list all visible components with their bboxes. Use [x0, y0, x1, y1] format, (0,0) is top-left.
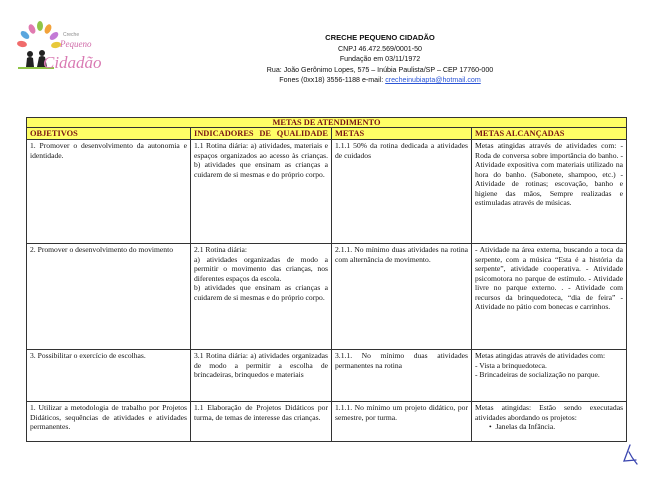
- logo-text-pequeno: Pequeno: [60, 39, 92, 49]
- org-cnpj: CNPJ 46.472.569/0001-50: [337, 44, 422, 53]
- cell-objetivo: 2. Promover o desenvolvimento do movimento: [27, 244, 191, 350]
- institution-header: [150, 33, 610, 86]
- cell-alcancada: Metas atingidas através de atividades com: - Roda de conversa sobre importância do banho. - Atividade expositiva com materiais utilizado na hora do banho. (Sabonete, shampoo, etc.) - Atividade de rotinas; escovação, banho e higiene das mãos, Sempre realizadas e estimuladas através de músicas.: [472, 140, 627, 244]
- bullet-text: Janelas da Infância.: [495, 422, 556, 432]
- col-objetivos: OBJETIVOS: [27, 128, 191, 140]
- cell-indicador: 1.1 Elaboração de Projetos Didáticos por turma, de temas de interesse das crianças.: [191, 402, 332, 442]
- logo-text-creche: Creche: [63, 32, 80, 38]
- org-address: Rua: João Gerônimo Lopes, 575 – Inúbia Paulista/SP – CEP 17760-000: [266, 65, 494, 74]
- metas-table: [26, 117, 627, 442]
- col-metas-alcancadas: METAS ALCANÇADAS: [472, 128, 627, 140]
- table-title: METAS DE ATENDIMENTO: [27, 118, 627, 128]
- indicador-line: b) atividades que ensinam as crianças a cuidarem de si mesmas e do próprio corpo.: [194, 283, 328, 302]
- table-row: [27, 140, 627, 244]
- table-row: [27, 244, 627, 350]
- indicador-line: 2.1 Rotina diária:: [194, 245, 247, 255]
- cell-alcancada: [472, 350, 627, 402]
- cell-objetivo: 1. Utilizar a metodologia de trabalho por Projetos Didáticos, sequências de atividades e atividades permanentes.: [27, 402, 191, 442]
- alcancada-line: - Vista a brinquedoteca.: [475, 360, 547, 370]
- cell-indicador: 3.1 Rotina diária: a) atividades organizadas de modo a permitir a escolha de brincadeiras, brinquedos e materiais: [191, 350, 332, 402]
- cell-objetivo: 3. Possibilitar o exercício de escolhas.: [27, 350, 191, 402]
- cell-meta: 2.1.1. No mínimo duas atividades na rotina com alternância de movimento.: [332, 244, 472, 350]
- cell-indicador: 1.1 Rotina diária: a) atividades, materiais e espaços organizados ao acesso às crianças. b) atividades que ensinam as crianças a cuidarem de si mesmas e do próprio corpo.: [191, 140, 332, 244]
- org-phones: Fones (0xx18) 3556-1188 e-mail:: [279, 76, 386, 85]
- cell-meta: 1.1.1. No mínimo um projeto didático, por semestre, por turma.: [332, 402, 472, 442]
- org-contacts: [150, 75, 610, 86]
- cell-meta: 1.1.1 50% da rotina dedicada a atividades de cuidados: [332, 140, 472, 244]
- cell-alcancada: - Atividade na área externa, buscando a toca da serpente, com a música “Esta é a história da serpente”, atividade cooperativa. - Atividade psicomotora no parque de estímulo. - Atividade livre no parque externo. . - Atividade com recursos da brinquedoteca, “dia de feira” - Atividade no pátio com bonecas e carrinhos.: [472, 244, 627, 350]
- alcancada-line: - Brincadeiras de socialização no parque.: [475, 370, 600, 380]
- signature-mark: [617, 443, 639, 469]
- table-row: [27, 350, 627, 402]
- logo-text-cidadao: Cidadão: [43, 53, 102, 72]
- table-title-row: [27, 118, 627, 128]
- col-indicadores: INDICADORES DE QUALIDADE: [191, 128, 332, 140]
- creche-logo: [10, 16, 110, 86]
- org-name: CRECHE PEQUENO CIDADÃO: [325, 33, 435, 42]
- cell-objetivo: 1. Promover o desenvolvimento da autonomia e identidade.: [27, 140, 191, 244]
- alcancada-line: Metas atingidas: Estão sendo executadas atividades abordando os projetos:: [475, 403, 624, 422]
- indicador-line: a) atividades organizadas de modo a permitir o movimento das crianças, nos diferentes espaços da escola.: [194, 254, 328, 283]
- cell-meta: 3.1.1. No mínimo duas atividades permanentes na rotina: [332, 350, 472, 402]
- col-metas: METAS: [332, 128, 472, 140]
- alcancada-bullet-item: [475, 422, 623, 432]
- alcancada-line: Metas atingidas através de atividades com:: [475, 351, 606, 361]
- table-header-row: [27, 128, 627, 140]
- table-row: [27, 402, 627, 442]
- cell-alcancada: [472, 402, 627, 442]
- org-email-link[interactable]: crecheinubiapta@hotmail.com: [385, 76, 481, 85]
- org-founded: Fundação em 03/11/1972: [339, 55, 421, 64]
- cell-indicador: [191, 244, 332, 350]
- bullet-icon: •: [489, 422, 496, 432]
